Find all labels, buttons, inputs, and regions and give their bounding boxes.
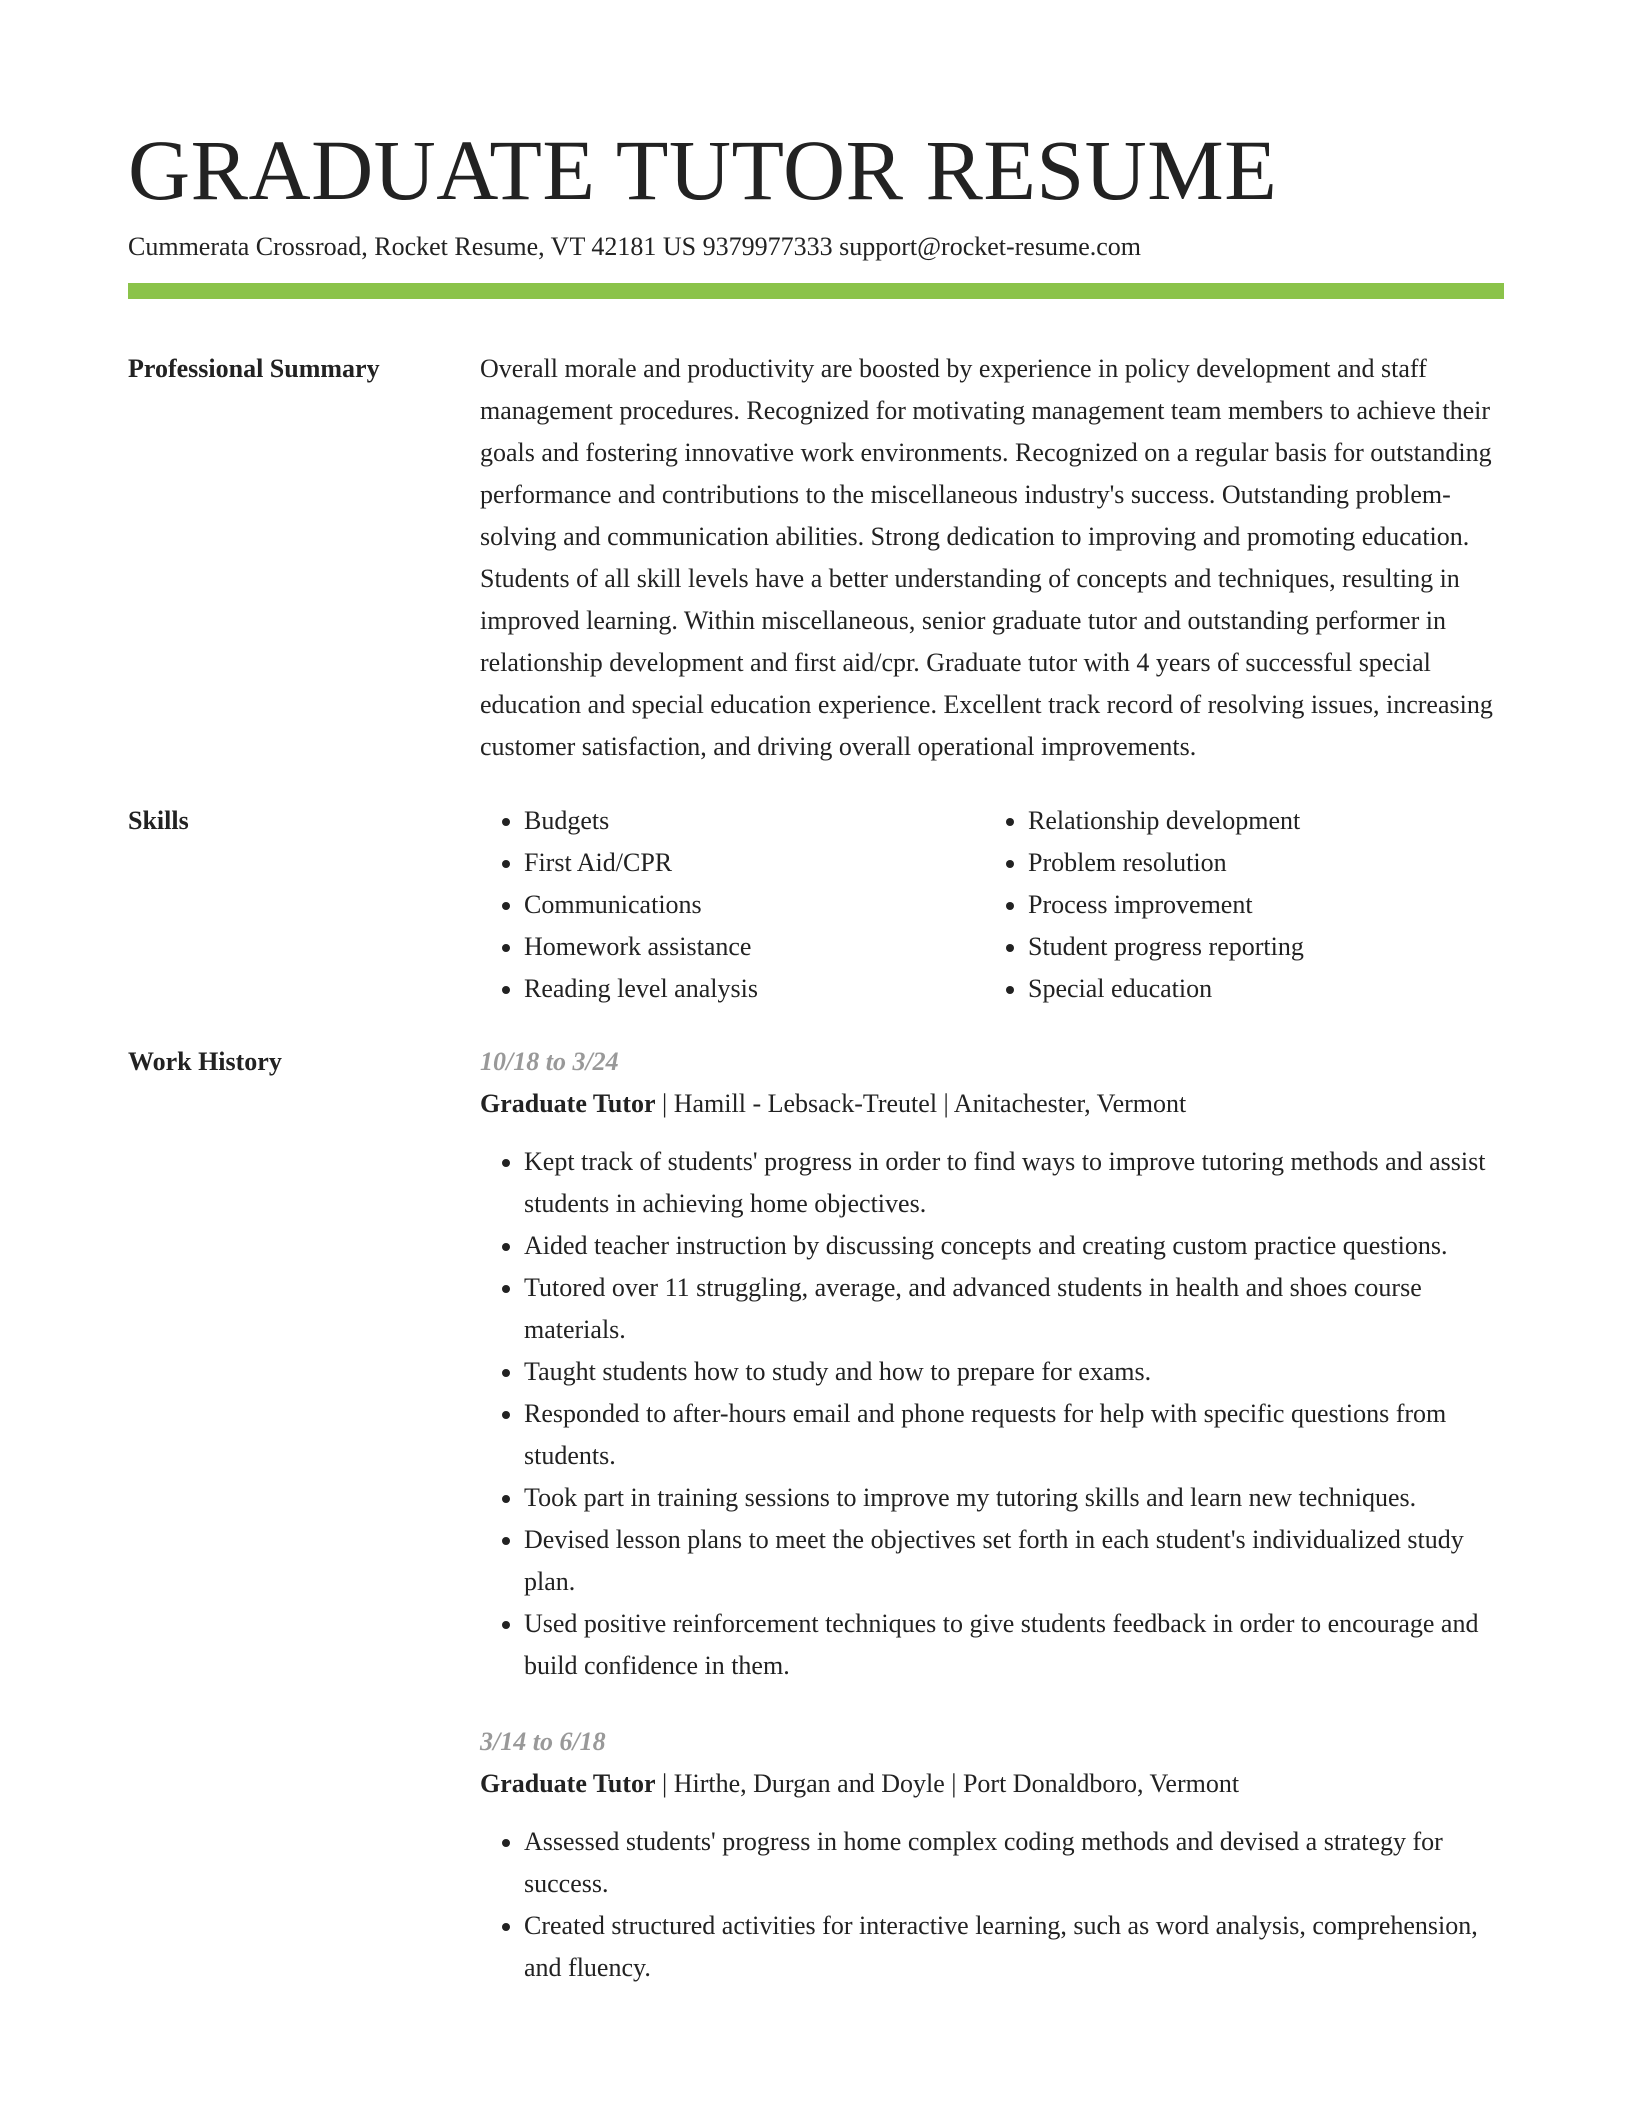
skills-section: [128, 800, 1504, 1010]
job-bullet: • Created structured activities for interactive learning, such as word analysis, comprehension, and fluency.: [524, 1905, 1504, 1989]
job-bullet: • Aided teacher instruction by discussing concepts and creating custom practice questions.: [524, 1225, 1504, 1267]
header-divider: [128, 283, 1504, 299]
job-bullet: • Used positive reinforcement techniques to give students feedback in order to encourage and build confidence in them.: [524, 1603, 1504, 1687]
skill-item: • Reading level analysis: [524, 968, 984, 1010]
contact-line: Cummerata Crossroad, Rocket Resume, VT 42181 US 9379977333 support@rocket-resume.com: [128, 232, 1141, 261]
job-dates: 3/14 to 6/18: [480, 1727, 606, 1756]
job-role: Graduate Tutor: [480, 1769, 656, 1798]
skill-item: • Special education: [1028, 968, 1488, 1010]
job-bullet: • Took part in training sessions to improve my tutoring skills and learn new techniques.: [524, 1477, 1504, 1519]
job-bullets: [480, 1141, 1504, 1687]
resume-title: GRADUATE TUTOR RESUME: [128, 122, 1278, 218]
job-bullet: • Assessed students' progress in home complex coding methods and devised a strategy for success.: [524, 1821, 1504, 1905]
summary-text: Overall morale and productivity are boosted by experience in policy development and staff management procedures. Recognized for motivating management team members to achieve their goals and fostering innovative work environments. Recognized on a regular basis for outstanding performance and contributions to the miscellaneous industry's success. Outstanding problem-solving and communication abilities. Strong dedication to improving and promoting education. Students of all skill levels have a better understanding of concepts and techniques, resulting in improved learning. Within miscellaneous, senior graduate tutor and outstanding performer in relationship development and first aid/cpr. Graduate tutor with 4 years of successful special education and special education experience. Excellent track record of resolving issues, increasing customer satisfaction, and driving overall operational improvements.: [480, 354, 1493, 761]
skill-item: • Student progress reporting: [1028, 926, 1488, 968]
job-bullet: • Responded to after-hours email and phone requests for help with specific questions from students.: [524, 1393, 1504, 1477]
job-bullets: [480, 1821, 1504, 1989]
job-bullet: • Tutored over 11 struggling, average, and advanced students in health and shoes course materials.: [524, 1267, 1504, 1351]
job-bullet: • Taught students how to study and how to prepare for exams.: [524, 1351, 1504, 1393]
job-dates: 10/18 to 3/24: [480, 1047, 619, 1076]
skill-item: • Relationship development: [1028, 800, 1488, 842]
skill-item: • First Aid/CPR: [524, 842, 984, 884]
skill-item: • Communications: [524, 884, 984, 926]
skills-list-right: [984, 800, 1488, 1010]
job-entry: [480, 1041, 1504, 1687]
job-bullet: • Kept track of students' progress in order to find ways to improve tutoring methods and assist students in achieving home objectives.: [524, 1141, 1504, 1225]
summary-label: Professional Summary: [128, 354, 380, 383]
skill-item: • Problem resolution: [1028, 842, 1488, 884]
skills-label: Skills: [128, 806, 189, 835]
skills-list-left: [480, 800, 984, 1010]
job-title-line: [480, 1083, 1504, 1125]
job-bullet: • Devised lesson plans to meet the objectives set forth in each student's individualized study plan.: [524, 1519, 1504, 1603]
skill-item: • Budgets: [524, 800, 984, 842]
work-history-label: Work History: [128, 1047, 282, 1076]
job-details: | Hamill - Lebsack-Treutel | Anitachester, Vermont: [655, 1089, 1187, 1118]
skill-item: • Process improvement: [1028, 884, 1488, 926]
summary-section: [128, 348, 1504, 768]
job-title-line: [480, 1763, 1504, 1805]
work-history-section: [128, 1041, 1504, 2023]
job-role: Graduate Tutor: [480, 1089, 656, 1118]
job-details: | Hirthe, Durgan and Doyle | Port Donaldboro, Vermont: [655, 1769, 1240, 1798]
job-entry: [480, 1721, 1504, 1989]
skill-item: • Homework assistance: [524, 926, 984, 968]
